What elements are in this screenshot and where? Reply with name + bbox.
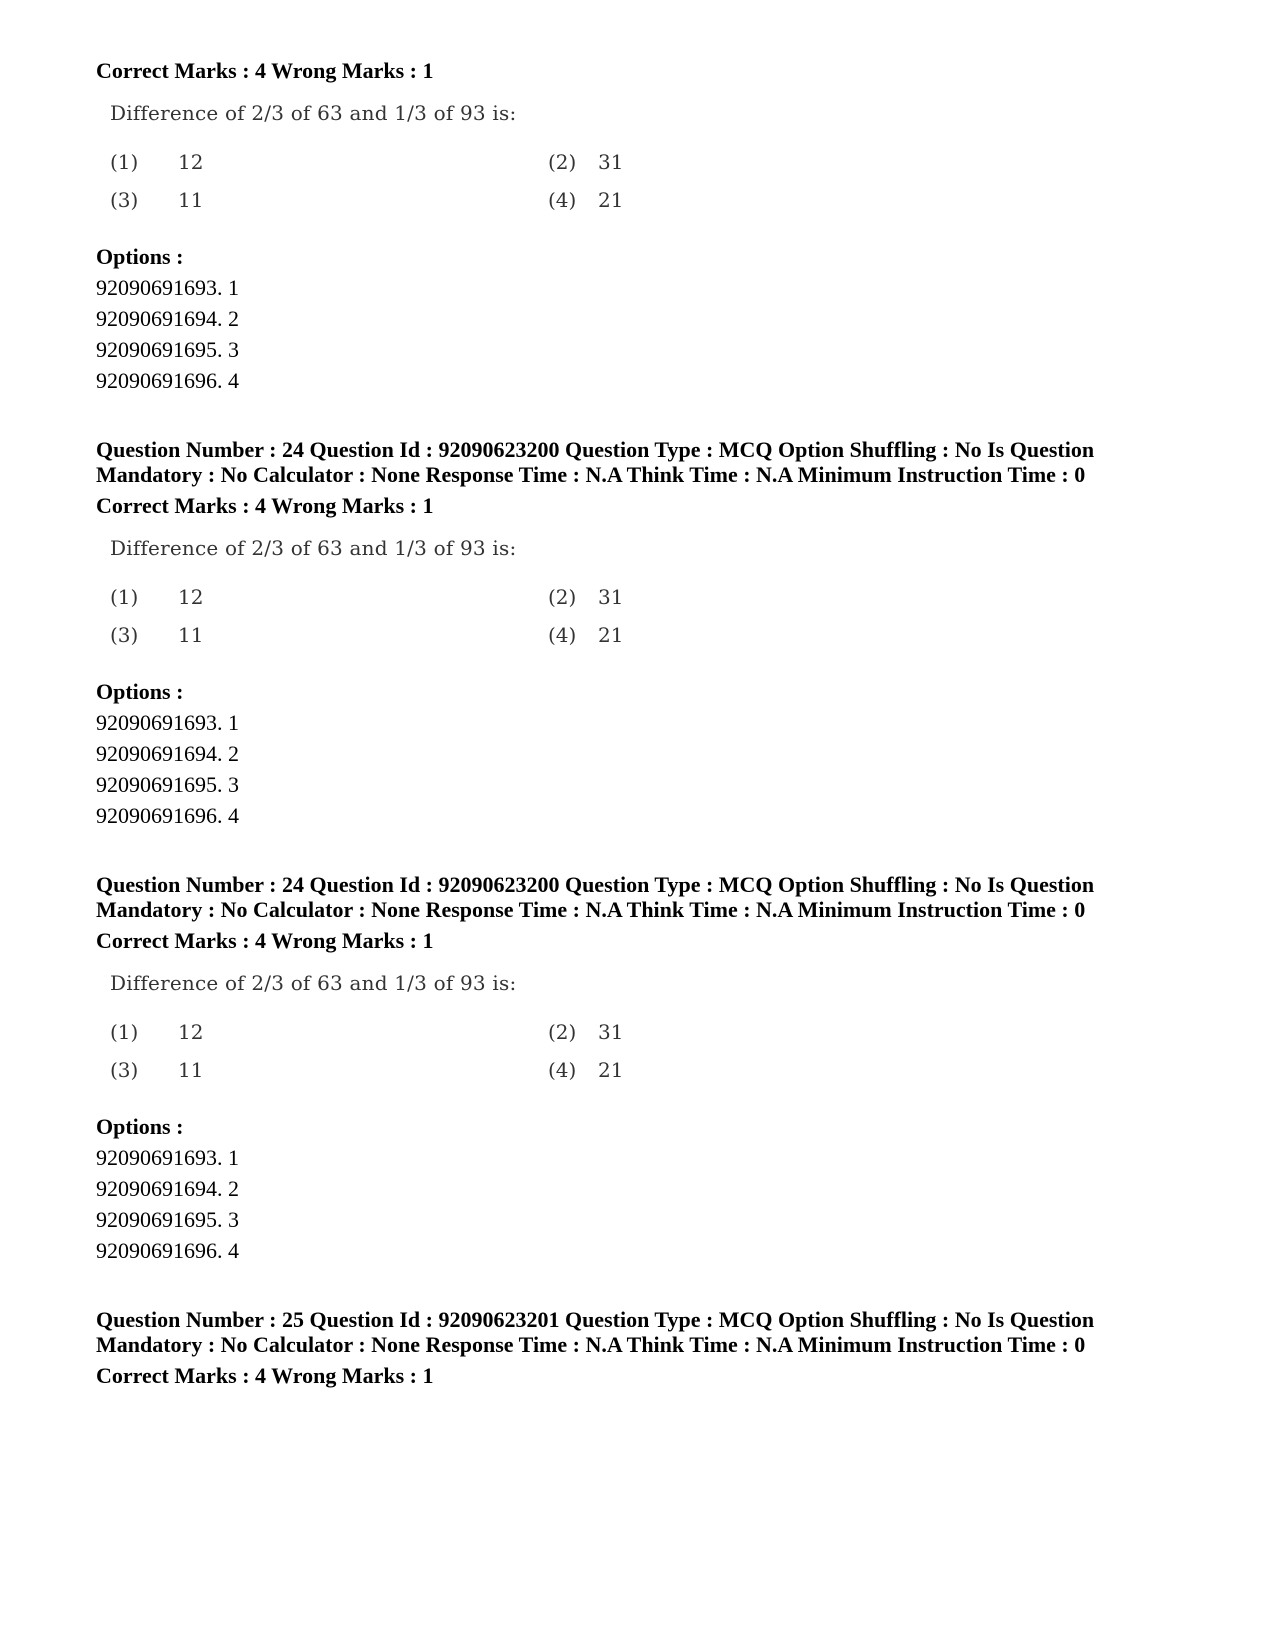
choice-number: (1) [110,1020,139,1044]
choice-number: (2) [548,150,577,174]
question-meta-line-2: Mandatory : No Calculator : None Response Time : N.A Think Time : N.A Minimum Instruction Time : 0 [96,1332,1086,1357]
question-meta-line-1: Question Number : 24 Question Id : 92090623200 Question Type : MCQ Option Shuffling : No Is Question [96,872,1095,897]
option-line: 92090691693. 1 [96,275,239,300]
choice-value: 11 [178,188,204,212]
marks-line: Correct Marks : 4 Wrong Marks : 1 [96,493,434,518]
choice-value: 12 [178,1020,204,1044]
choice-number: (3) [110,623,139,647]
choice-number: (2) [548,1020,577,1044]
option-line: 92090691694. 2 [96,1176,239,1201]
choice-value: 21 [598,188,624,212]
options-label: Options : [96,1114,184,1139]
choice-number: (2) [548,585,577,609]
choice-number: (1) [110,150,139,174]
question-text: Difference of 2/3 of 63 and 1/3 of 93 is: [110,536,517,560]
choice-value: 11 [178,623,204,647]
question-meta-line-1: Question Number : 25 Question Id : 92090623201 Question Type : MCQ Option Shuffling : No Is Question [96,1307,1095,1332]
options-label: Options : [96,244,184,269]
choice-value: 11 [178,1058,204,1082]
question-meta-line-2: Mandatory : No Calculator : None Response Time : N.A Think Time : N.A Minimum Instruction Time : 0 [96,462,1086,487]
option-line: 92090691694. 2 [96,741,239,766]
option-line: 92090691695. 3 [96,772,239,797]
choice-number: (4) [548,623,577,647]
option-line: 92090691693. 1 [96,1145,239,1170]
option-line: 92090691693. 1 [96,710,239,735]
question-text: Difference of 2/3 of 63 and 1/3 of 93 is: [110,971,517,995]
choice-number: (3) [110,188,139,212]
question-text: Difference of 2/3 of 63 and 1/3 of 93 is: [110,101,517,125]
choice-value: 31 [598,585,624,609]
choice-number: (3) [110,1058,139,1082]
option-line: 92090691696. 4 [96,1238,239,1263]
question-meta-line-2: Mandatory : No Calculator : None Response Time : N.A Think Time : N.A Minimum Instruction Time : 0 [96,897,1086,922]
choice-value: 21 [598,623,624,647]
choice-value: 12 [178,150,204,174]
choice-number: (1) [110,585,139,609]
choice-value: 21 [598,1058,624,1082]
choice-number: (4) [548,1058,577,1082]
option-line: 92090691694. 2 [96,306,239,331]
choice-value: 31 [598,1020,624,1044]
choice-value: 12 [178,585,204,609]
option-line: 92090691695. 3 [96,1207,239,1232]
choice-value: 31 [598,150,624,174]
option-line: 92090691695. 3 [96,337,239,362]
choice-number: (4) [548,188,577,212]
marks-line: Correct Marks : 4 Wrong Marks : 1 [96,1363,434,1388]
question-meta-line-1: Question Number : 24 Question Id : 92090623200 Question Type : MCQ Option Shuffling : No Is Question [96,437,1095,462]
marks-line: Correct Marks : 4 Wrong Marks : 1 [96,58,434,83]
option-line: 92090691696. 4 [96,803,239,828]
option-line: 92090691696. 4 [96,368,239,393]
options-label: Options : [96,679,184,704]
marks-line: Correct Marks : 4 Wrong Marks : 1 [96,928,434,953]
